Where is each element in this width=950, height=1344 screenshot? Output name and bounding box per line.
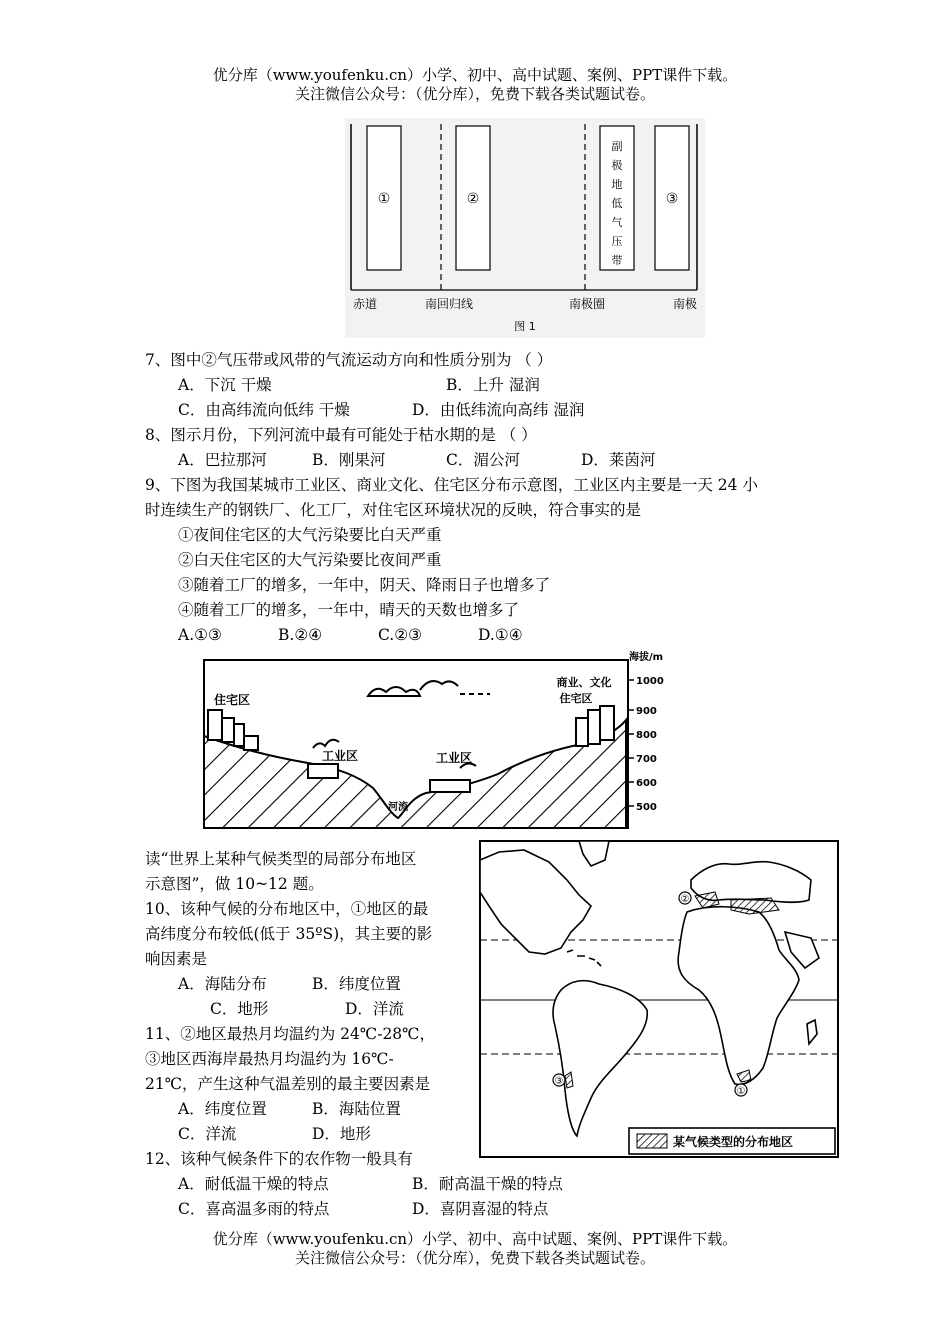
tick-label: 500: [636, 802, 657, 813]
building: [588, 710, 600, 744]
subpolar-char: 带: [611, 254, 623, 267]
footer-line-1: 优分库（www.youfenku.cn）小学、初中、高中试题、案例、PPT课件下载。: [212, 1230, 738, 1248]
q12-option-c: C．喜高温多雨的特点: [178, 1200, 330, 1218]
marker-3: ③: [554, 1076, 564, 1087]
q11-line-3: 21℃，产生这种气温差别的最主要因素是: [145, 1075, 431, 1093]
q9-option-c: C.②③: [378, 626, 423, 644]
q8-option-c: C．湄公河: [446, 451, 520, 469]
label-south-pole: 南极: [672, 297, 698, 311]
building: [576, 718, 588, 746]
intro-line-1: 读“世界上某种气候类型的局部分布地区: [145, 850, 417, 868]
building: [208, 710, 222, 740]
q9-option-a: A.①③: [178, 626, 222, 644]
subpolar-char: 极: [611, 159, 623, 172]
q11-option-d: D．地形: [312, 1125, 371, 1143]
label-residential-left: 住宅区: [213, 693, 251, 707]
q12-stem: 12、该种气候条件下的农作物一般具有: [145, 1150, 413, 1168]
tick-label: 800: [636, 730, 657, 741]
q10-line-1: 10、该种气候的分布地区中，①地区的最: [145, 900, 429, 918]
q7-stem: 7、图中②气压带或风带的气流运动方向和性质分别为 （ ）: [145, 351, 553, 369]
intro-line-2: 示意图”，做 10~12 题。: [145, 875, 324, 893]
q11-option-b: B．海陆位置: [312, 1100, 401, 1118]
q9-option-d: D.①④: [478, 626, 523, 644]
label-river: 河流: [388, 802, 408, 813]
label-industrial-right: 工业区: [435, 751, 473, 765]
factory: [430, 780, 470, 792]
figure-1-pressure-belts: [345, 118, 705, 338]
q12-option-d: D．喜阴喜湿的特点: [412, 1200, 549, 1218]
label-antarctic-circle: 南极圈: [568, 297, 606, 311]
q12-option-a: A．耐低温干燥的特点: [178, 1175, 329, 1193]
q9-stem-2: 时连续生产的钢铁厂、化工厂，对住宅区环境状况的反映，符合事实的是: [145, 501, 642, 519]
label-commercial-2: 住宅区: [559, 692, 593, 705]
tick-label: 600: [636, 778, 657, 789]
building: [600, 706, 614, 740]
q11-option-a: A．纬度位置: [178, 1100, 267, 1118]
q10-line-2: 高纬度分布较低(低于 35ºS)，其主要的影: [145, 925, 433, 943]
q10-line-3: 响因素是: [145, 950, 208, 968]
climate-distribution-map: [479, 840, 839, 1158]
factory: [308, 764, 338, 778]
building: [244, 736, 258, 750]
tick-label: 900: [636, 706, 657, 717]
header-line-2: 关注微信公众号：（优分库），免费下载各类试题试卷。: [294, 85, 655, 103]
marker-2: ②: [680, 894, 690, 905]
subpolar-char: 低: [611, 197, 623, 210]
legend-label: 某气候类型的分布地区: [673, 1135, 794, 1149]
q11-line-2: ③地区西海岸最热月均温约为 16℃-: [145, 1050, 394, 1068]
q9-statement-1: ①夜间住宅区的大气污染要比白天严重: [178, 526, 442, 544]
q8-option-b: B．刚果河: [312, 451, 386, 469]
q9-statement-3: ③随着工厂的增多，一年中，阴天、降雨日子也增多了: [178, 576, 551, 594]
q10-option-c: C．地形: [210, 1000, 269, 1018]
label-tropic: 南回归线: [424, 297, 474, 311]
subpolar-char: 副: [611, 140, 623, 153]
q8-stem: 8、图示月份，下列河流中最有可能处于枯水期的是 （ ）: [145, 426, 537, 444]
q10-option-d: D．洋流: [345, 1000, 404, 1018]
tick-label: 700: [636, 754, 657, 765]
q12-option-b: B．耐高温干燥的特点: [412, 1175, 563, 1193]
q7-option-b: B．上升 湿润: [446, 376, 540, 394]
q7-option-a: A．下沉 干燥: [178, 376, 272, 394]
q9-stem-1: 9、下图为我国某城市工业区、商业文化、住宅区分布示意图，工业区内主要是一天 24 小: [145, 476, 758, 494]
q10-option-b: B．纬度位置: [312, 975, 401, 993]
figure-2-city-profile: [198, 648, 668, 836]
q8-option-d: D．莱茵河: [581, 451, 656, 469]
q9-option-b: B.②④: [278, 626, 323, 644]
q11-option-c: C．洋流: [178, 1125, 237, 1143]
marker-1: ①: [736, 1086, 746, 1097]
label-commercial-1: 商业、文化: [556, 676, 612, 689]
q10-option-a: A．海陆分布: [178, 975, 267, 993]
legend-swatch: [637, 1134, 667, 1148]
q8-option-a: A．巴拉那河: [178, 451, 267, 469]
q9-statement-4: ④随着工厂的增多，一年中，晴天的天数也增多了: [178, 601, 520, 619]
subpolar-char: 压: [611, 235, 623, 248]
label-industrial-left: 工业区: [321, 749, 359, 763]
building: [222, 718, 234, 742]
label-equator: 赤道: [352, 297, 378, 311]
q7-option-c: C．由高纬流向低纬 干燥: [178, 401, 350, 419]
tick-label: 1000: [636, 676, 664, 687]
belt-1-label: ①: [377, 191, 391, 207]
figure-1-caption: 图 1: [514, 320, 536, 333]
q9-statement-2: ②白天住宅区的大气污染要比夜间严重: [178, 551, 442, 569]
building: [234, 724, 244, 746]
header-line-1: 优分库（www.youfenku.cn）小学、初中、高中试题、案例、PPT课件下载。: [212, 66, 738, 84]
q7-option-d: D．由低纬流向高纬 湿润: [412, 401, 585, 419]
footer-line-2: 关注微信公众号：（优分库），免费下载各类试题试卷。: [294, 1249, 655, 1267]
subpolar-char: 地: [611, 178, 623, 191]
belt-3-label: ③: [665, 191, 679, 207]
belt-2-label: ②: [466, 191, 480, 207]
axis-title: 海拔/m: [628, 652, 664, 663]
subpolar-char: 气: [611, 216, 623, 229]
q11-line-1: 11、②地区最热月均温约为 24℃-28℃，: [145, 1025, 436, 1043]
